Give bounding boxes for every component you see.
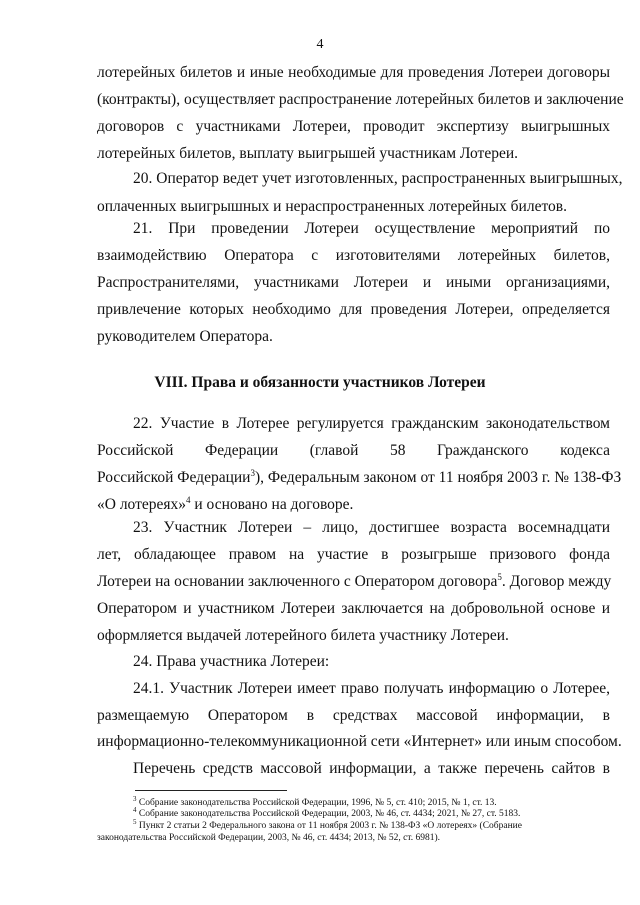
footnote-number: 3 — [133, 794, 137, 803]
footnote-separator — [135, 790, 287, 791]
text-line: лотерейных билетов и иные необходимые для проведения Лотереи договоры — [97, 64, 610, 81]
text-line: лет, обладающее правом на участие в розыгрыше призового фонда — [97, 546, 610, 563]
footnote-number: 5 — [133, 817, 137, 826]
footnote-number: 4 — [133, 805, 137, 814]
text-line: 20. Оператор ведет учет изготовленных, распространенных выигрышных, — [133, 170, 623, 187]
text-line: привлечение которых необходимо для проведения Лотереи, определяется — [97, 301, 610, 318]
text-line: лотерейных билетов, выплату выигрышей участникам Лотереи. — [97, 145, 518, 162]
text-line: Распространителями, участниками Лотереи и иными организациями, — [97, 274, 610, 291]
text-line: 23. Участник Лотереи – лицо, достигшее возраста восемнадцати — [133, 519, 610, 536]
text-fragment: ), Федеральным законом от 11 ноября 2003 г. № 138-ФЗ — [254, 469, 622, 486]
text-line: Перечень средств массовой информации, а также перечень сайтов в — [133, 760, 610, 777]
text-fragment: Российской Федерации — [97, 469, 251, 486]
text-line: 22. Участие в Лотерее регулируется гражданским законодательством — [133, 415, 610, 432]
text-fragment: «О лотереях» — [97, 496, 187, 513]
text-line: руководителем Оператора. — [97, 328, 273, 345]
text-line — [97, 571, 610, 593]
text-line: размещаемую Оператором в средствах массовой информации, в — [97, 707, 610, 724]
section-heading: VIII. Права и обязанности участников Лотереи — [154, 374, 486, 391]
text-line: 24. Права участника Лотереи: — [133, 653, 330, 670]
text-line — [97, 467, 622, 489]
text-fragment: . Договор между — [501, 573, 612, 590]
text-line: оплаченных выигрышных и нераспространенных лотерейных билетов. — [97, 198, 567, 215]
text-line: информационно-телекоммуникационной сети «Интернет» или иным способом. — [97, 733, 622, 750]
footnote-text: Пункт 2 статьи 2 Федерального закона от 11 ноября 2003 г. № 138-ФЗ «О лотереях» (Собрание — [138, 821, 522, 831]
text-line: договоров с участниками Лотереи, проводит экспертизу выигрышных — [97, 118, 610, 135]
text-fragment: и основано на договоре. — [190, 496, 354, 513]
footnote-continuation: законодательства Российской Федерации, 2003, № 46, ст. 4434; 2013, № 52, ст. 6981). — [97, 833, 441, 843]
text-line: Оператором и участником Лотереи заключается на добровольной основе и — [97, 600, 610, 617]
text-line: оформляется выдачей лотерейного билета участнику Лотереи. — [97, 627, 509, 644]
text-line: Российской Федерации (главой 58 Гражданского кодекса — [97, 442, 610, 459]
footnote-ref: 3 — [250, 467, 255, 478]
footnote-text: Собрание законодательства Российской Федерации, 1996, № 5, ст. 410; 2015, № 1, ст. 13. — [138, 798, 497, 808]
text-line: (контракты), осуществляет распространение лотерейных билетов и заключение — [97, 91, 624, 108]
text-line: 21. При проведении Лотереи осуществление мероприятий по — [133, 220, 610, 237]
text-line: 24.1. Участник Лотереи имеет право получать информацию о Лотерее, — [133, 680, 610, 697]
text-line — [97, 494, 610, 516]
page-number: 4 — [316, 37, 324, 52]
text-line: взаимодействию Оператора с изготовителями лотерейных билетов, — [97, 247, 610, 264]
footnote-ref: 4 — [186, 494, 191, 505]
footnote-ref: 5 — [497, 571, 502, 582]
footnote-text: Собрание законодательства Российской Федерации, 2003, № 46, ст. 4434; 2021, № 27, ст. 5183. — [138, 809, 521, 819]
text-fragment: Лотереи на основании заключенного с Оператором договора — [97, 573, 498, 590]
